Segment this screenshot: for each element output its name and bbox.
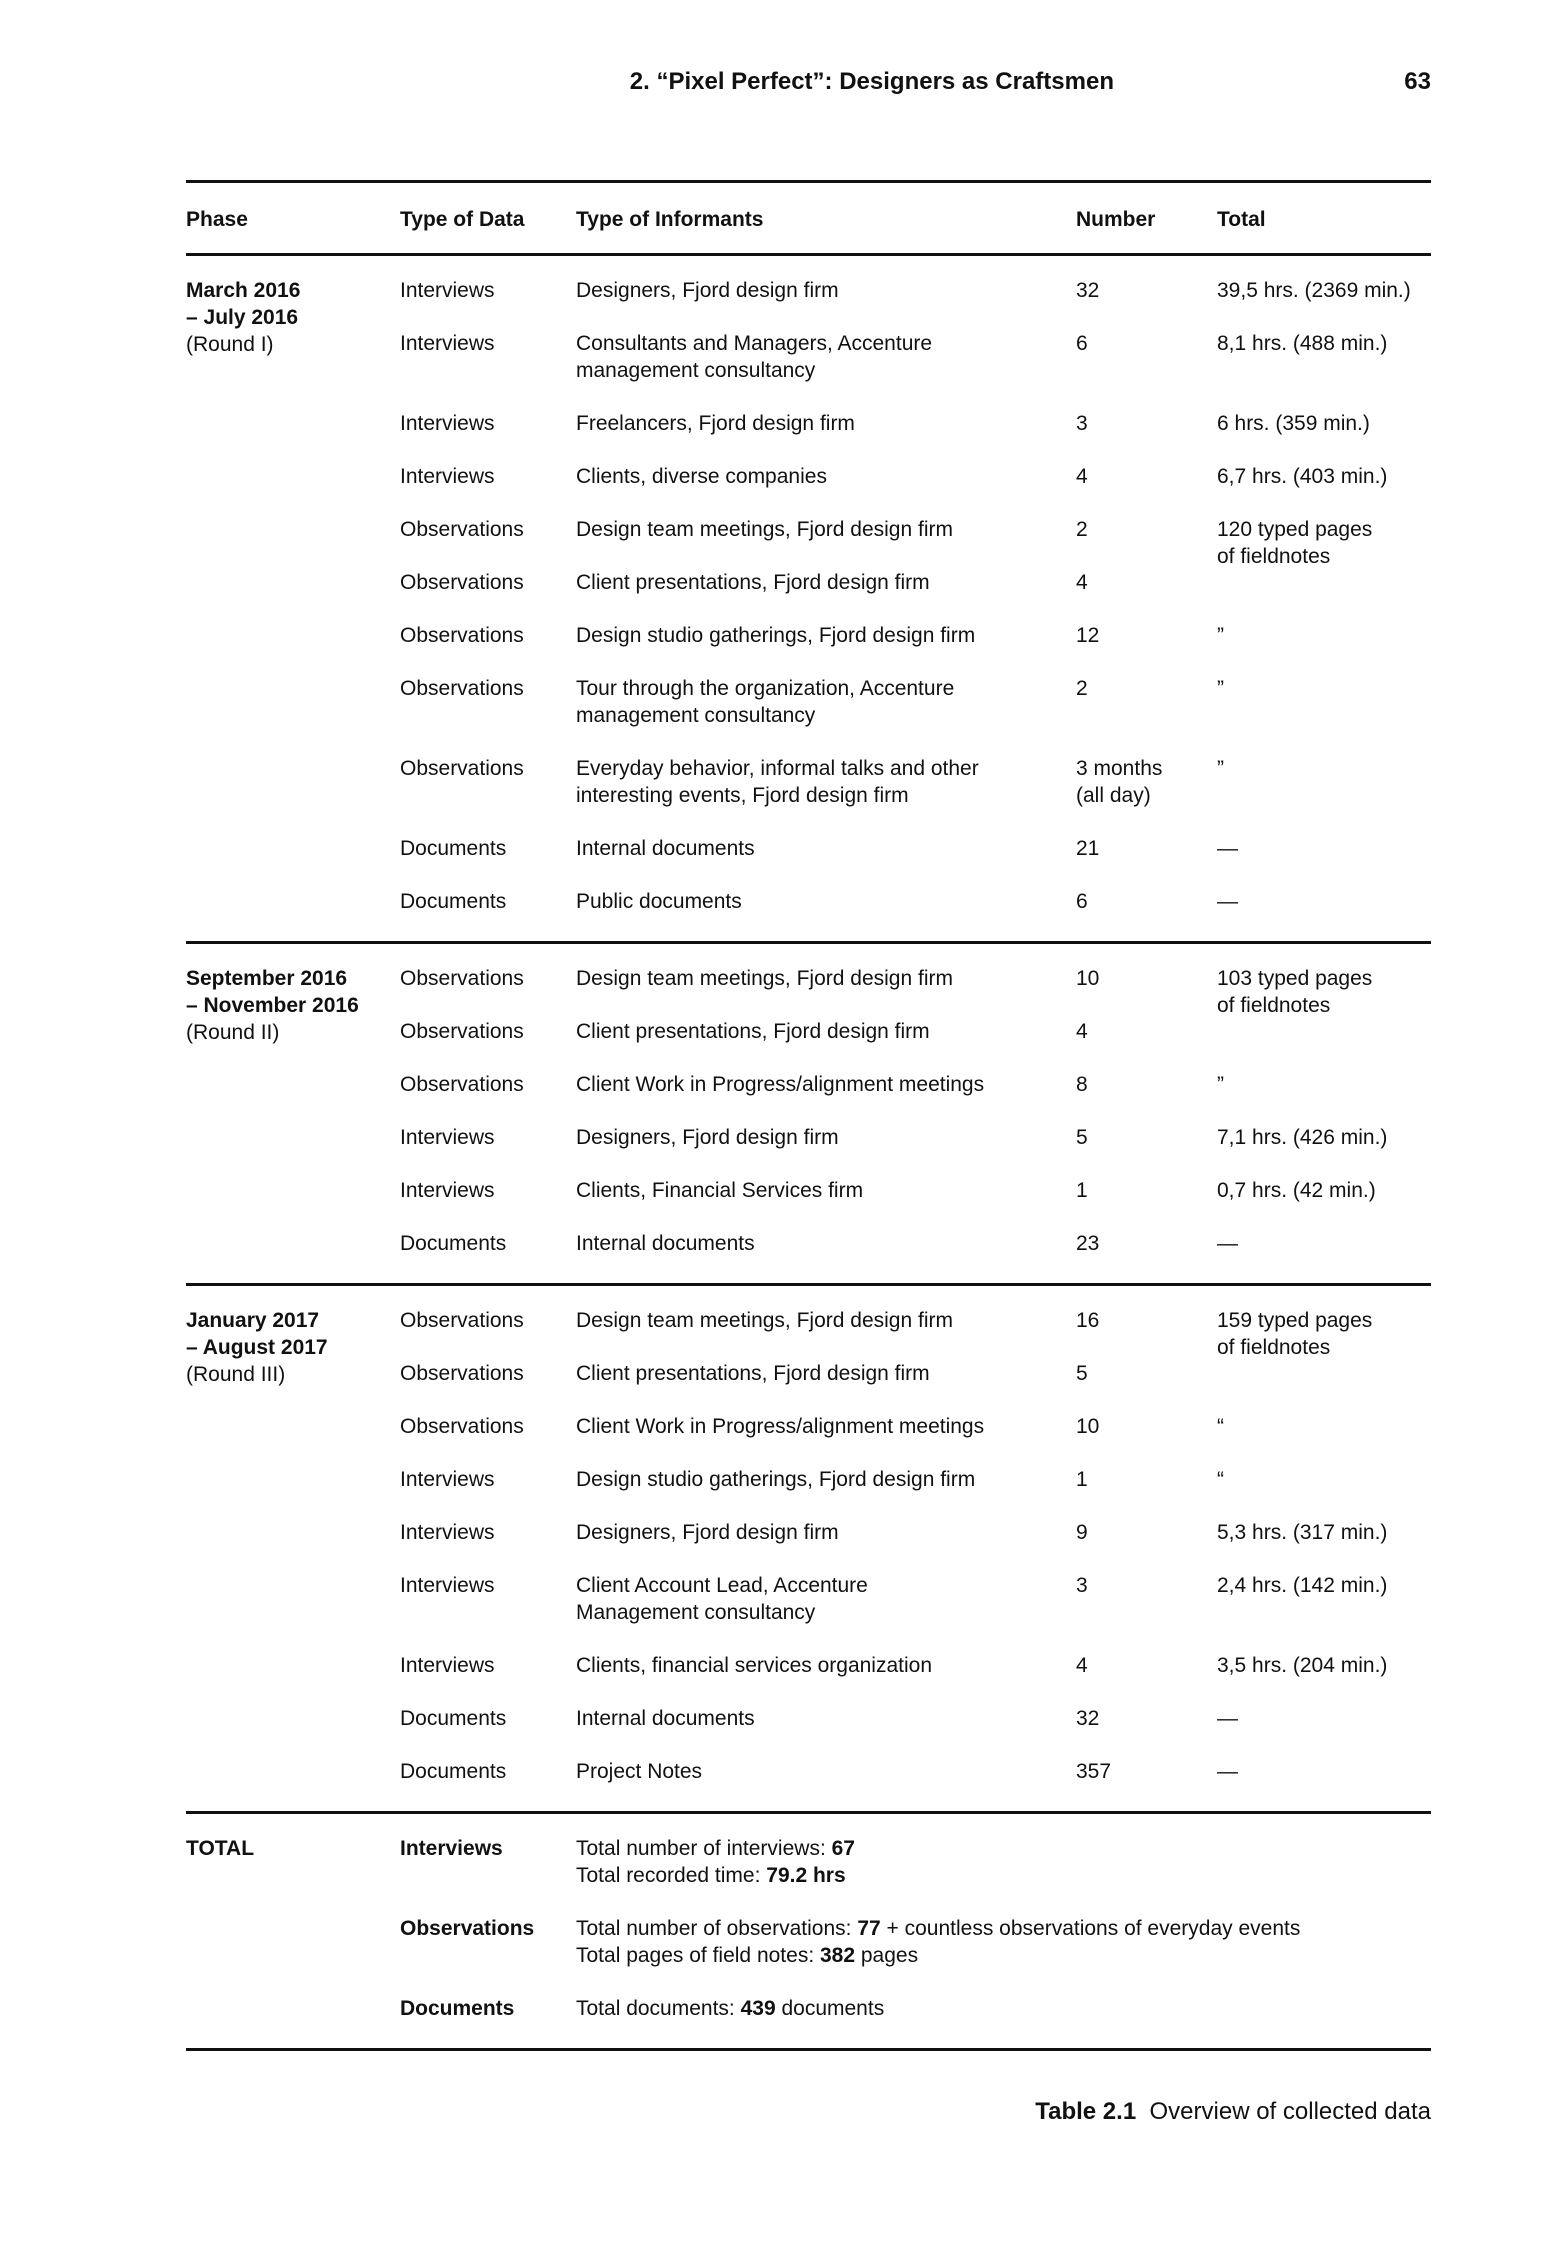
informants [576, 1230, 1076, 1257]
table-row [186, 569, 1431, 622]
number [1076, 622, 1206, 649]
cell-line: 6 [1076, 332, 1088, 355]
header-total: Total [1217, 208, 1266, 231]
informants [576, 1018, 1076, 1045]
cell-line: 159 typed pages [1217, 1309, 1373, 1332]
total [1217, 410, 1431, 437]
number [1076, 1413, 1206, 1440]
number [1076, 330, 1206, 357]
type-of-data: Observations [400, 757, 524, 780]
informants [576, 1124, 1076, 1151]
number [1076, 1124, 1206, 1151]
type-of-data: Interviews [400, 279, 495, 302]
cell-line: 2,4 hrs. (142 min.) [1217, 1574, 1388, 1597]
cell-line: Internal documents [576, 837, 755, 860]
cell-line: Client Account Lead, Accenture [576, 1574, 868, 1597]
type-of-data: Interviews [400, 1521, 495, 1544]
cell-line: (all day) [1076, 784, 1151, 807]
type-of-data: Interviews [400, 332, 495, 355]
table-row [186, 463, 1431, 516]
data-table [186, 180, 1431, 2051]
table-row [186, 277, 1431, 330]
total [1217, 675, 1431, 702]
cell-line: “ [1217, 1468, 1224, 1491]
cell-line: 0,7 hrs. (42 min.) [1217, 1179, 1376, 1202]
table-row [186, 888, 1431, 941]
type-of-data: Observations [400, 677, 524, 700]
type-of-data: Observations [400, 1020, 524, 1043]
cell-line: 357 [1076, 1760, 1112, 1783]
totals-type: Observations [400, 1917, 535, 1940]
table-row [186, 1705, 1431, 1758]
type-of-data: Observations [400, 967, 524, 990]
cell-line: 120 typed pages [1217, 518, 1373, 541]
cell-line: 10 [1076, 1415, 1100, 1438]
informants [576, 835, 1076, 862]
informants [576, 675, 1076, 729]
number [1076, 1519, 1206, 1546]
total [1217, 835, 1431, 862]
informants [576, 1177, 1076, 1204]
cell-line: of fieldnotes [1217, 994, 1331, 1017]
totals-segment: 439 [740, 1997, 776, 2020]
informants [576, 463, 1076, 490]
cell-line: Management consultancy [576, 1601, 816, 1624]
type-of-data: Documents [400, 890, 507, 913]
cell-line: ” [1217, 677, 1224, 700]
informants [576, 569, 1076, 596]
informants [576, 1307, 1076, 1334]
number [1076, 1652, 1206, 1679]
number [1076, 277, 1206, 304]
informants [576, 277, 1076, 304]
type-of-data: Interviews [400, 1126, 495, 1149]
table-row [186, 675, 1431, 755]
totals-row [186, 1835, 1431, 1915]
total [1217, 1307, 1431, 1361]
cell-line: — [1217, 890, 1238, 913]
totals-row [186, 1995, 1431, 2048]
phase-section [186, 944, 1431, 1286]
cell-line: 12 [1076, 624, 1100, 647]
type-of-data: Observations [400, 1073, 524, 1096]
page-number: 63 [1404, 68, 1431, 95]
totals-type: Interviews [400, 1837, 503, 1860]
caption-text: Overview of collected data [1149, 2098, 1431, 2125]
table-row [186, 1652, 1431, 1705]
header-type-of-data: Type of Data [400, 208, 525, 231]
table-header-row [186, 183, 1431, 253]
total [1217, 463, 1431, 490]
total [1217, 1466, 1431, 1493]
phase-line: – November 2016 [186, 994, 359, 1017]
table-row [186, 516, 1431, 569]
totals-row [186, 1915, 1431, 1995]
type-of-data: Documents [400, 1707, 507, 1730]
type-of-data: Interviews [400, 1468, 495, 1491]
cell-line: ” [1217, 757, 1224, 780]
cell-line: 5 [1076, 1126, 1088, 1149]
number [1076, 675, 1206, 702]
cell-line: management consultancy [576, 359, 816, 382]
totals-type: Documents [400, 1997, 515, 2020]
type-of-data: Documents [400, 1760, 507, 1783]
totals-segment: Total documents: [576, 1997, 741, 2020]
totals-line [576, 1862, 1431, 1889]
cell-line: 7,1 hrs. (426 min.) [1217, 1126, 1388, 1149]
informants [576, 1413, 1076, 1440]
totals-segment: pages [855, 1944, 919, 1967]
cell-line: ” [1217, 1073, 1224, 1096]
informants [576, 622, 1076, 649]
total [1217, 330, 1431, 357]
cell-line: Designers, Fjord design firm [576, 1521, 839, 1544]
cell-line: Freelancers, Fjord design firm [576, 412, 855, 435]
cell-line: Design studio gatherings, Fjord design firm [576, 1468, 976, 1491]
type-of-data: Interviews [400, 1574, 495, 1597]
cell-line: 10 [1076, 967, 1100, 990]
running-head [0, 68, 1431, 108]
cell-line: 3 [1076, 1574, 1088, 1597]
type-of-data: Documents [400, 1232, 507, 1255]
cell-line: Design studio gatherings, Fjord design firm [576, 624, 976, 647]
number [1076, 1177, 1206, 1204]
informants [576, 1466, 1076, 1493]
table-row [186, 1572, 1431, 1652]
cell-line: “ [1217, 1415, 1224, 1438]
cell-line: 4 [1076, 571, 1088, 594]
total [1217, 1124, 1431, 1151]
cell-line: 2 [1076, 518, 1088, 541]
cell-line: Clients, diverse companies [576, 465, 827, 488]
cell-line: 3 months [1076, 757, 1163, 780]
cell-line: 3 [1076, 412, 1088, 435]
totals-segment: 79.2 hrs [766, 1864, 846, 1887]
totals-label: TOTAL [186, 1837, 255, 1860]
cell-line: 16 [1076, 1309, 1100, 1332]
table-row [186, 1519, 1431, 1572]
cell-line: management consultancy [576, 704, 816, 727]
cell-line: 39,5 hrs. (2369 min.) [1217, 279, 1411, 302]
informants [576, 410, 1076, 437]
informants [576, 1360, 1076, 1387]
cell-line: 21 [1076, 837, 1100, 860]
totals-text [576, 1995, 1431, 2022]
number [1076, 410, 1206, 437]
type-of-data: Documents [400, 837, 507, 860]
total [1217, 1572, 1431, 1599]
phase-line: January 2017 [186, 1309, 320, 1332]
cell-line: 1 [1076, 1468, 1088, 1491]
total [1217, 1519, 1431, 1546]
cell-line: of fieldnotes [1217, 545, 1331, 568]
number [1076, 463, 1206, 490]
informants [576, 755, 1076, 809]
table-row [186, 835, 1431, 888]
totals-segment: Total number of observations: [576, 1917, 858, 1940]
totals-segment: Total pages of field notes: [576, 1944, 820, 1967]
cell-line: Design team meetings, Fjord design firm [576, 518, 953, 541]
cell-line: Client presentations, Fjord design firm [576, 1362, 930, 1385]
cell-line: — [1217, 1707, 1238, 1730]
totals-segment: Total number of interviews: [576, 1837, 832, 1860]
type-of-data: Interviews [400, 1654, 495, 1677]
number [1076, 1466, 1206, 1493]
table-row [186, 1230, 1431, 1283]
table-row [186, 1018, 1431, 1071]
cell-line: 6 [1076, 890, 1088, 913]
number [1076, 569, 1206, 596]
totals-segment: 77 [857, 1917, 881, 1940]
table-row [186, 755, 1431, 835]
informants [576, 965, 1076, 992]
cell-line: — [1217, 1232, 1238, 1255]
cell-line: 8 [1076, 1073, 1088, 1096]
type-of-data: Observations [400, 624, 524, 647]
cell-line: Consultants and Managers, Accenture [576, 332, 933, 355]
totals-line [576, 1995, 1431, 2022]
type-of-data: Observations [400, 1309, 524, 1332]
type-of-data: Observations [400, 571, 524, 594]
number [1076, 1572, 1206, 1599]
header-phase: Phase [186, 208, 248, 231]
header-type-of-informants: Type of Informants [576, 208, 764, 231]
cell-line: Public documents [576, 890, 742, 913]
cell-line: ” [1217, 624, 1224, 647]
informants [576, 888, 1076, 915]
phase-section [186, 256, 1431, 944]
cell-line: 32 [1076, 279, 1100, 302]
cell-line: 2 [1076, 677, 1088, 700]
informants [576, 1652, 1076, 1679]
total [1217, 888, 1431, 915]
caption-label: Table 2.1 [1035, 2098, 1137, 2125]
cell-line: Internal documents [576, 1707, 755, 1730]
cell-line: 6,7 hrs. (403 min.) [1217, 465, 1388, 488]
cell-line: 4 [1076, 1020, 1088, 1043]
totals-line [576, 1915, 1431, 1942]
phase-line: March 2016 [186, 279, 301, 302]
total [1217, 1177, 1431, 1204]
cell-line: interesting events, Fjord design firm [576, 784, 909, 807]
cell-line: Everyday behavior, informal talks and other [576, 757, 979, 780]
informants [576, 1758, 1076, 1785]
type-of-data: Observations [400, 1362, 524, 1385]
cell-line: Clients, financial services organization [576, 1654, 933, 1677]
informants [576, 1572, 1076, 1626]
total [1217, 1758, 1431, 1785]
table-row [186, 622, 1431, 675]
table-row [186, 330, 1431, 410]
cell-line: 23 [1076, 1232, 1100, 1255]
type-of-data: Interviews [400, 1179, 495, 1202]
cell-line: 5,3 hrs. (317 min.) [1217, 1521, 1388, 1544]
totals-segment: + countless observations of everyday events [880, 1917, 1301, 1940]
running-head-title: 2. “Pixel Perfect”: Designers as Craftsmen [629, 68, 1114, 95]
totals-segment: 67 [831, 1837, 855, 1860]
type-of-data: Observations [400, 1415, 524, 1438]
table-caption [1035, 2098, 1431, 2126]
total [1217, 755, 1431, 782]
total [1217, 277, 1431, 304]
informants [576, 330, 1076, 384]
phase-line: (Round II) [186, 1021, 280, 1044]
cell-line: Project Notes [576, 1760, 703, 1783]
type-of-data: Interviews [400, 465, 495, 488]
type-of-data: Interviews [400, 412, 495, 435]
total [1217, 1071, 1431, 1098]
phase-line: – July 2016 [186, 306, 299, 329]
total [1217, 516, 1431, 570]
table-row [186, 1360, 1431, 1413]
total [1217, 1230, 1431, 1257]
total [1217, 622, 1431, 649]
phase-section [186, 1286, 1431, 1814]
totals-line [576, 1835, 1431, 1862]
cell-line: Client presentations, Fjord design firm [576, 571, 930, 594]
cell-line: of fieldnotes [1217, 1336, 1331, 1359]
cell-line: — [1217, 837, 1238, 860]
number [1076, 1018, 1206, 1045]
cell-line: 103 typed pages [1217, 967, 1373, 990]
number [1076, 1705, 1206, 1732]
table-row [186, 965, 1431, 1018]
table-row [186, 1124, 1431, 1177]
table-row [186, 1307, 1431, 1360]
informants [576, 516, 1076, 543]
totals-section [186, 1814, 1431, 2051]
cell-line: 32 [1076, 1707, 1100, 1730]
phase-line: September 2016 [186, 967, 348, 990]
total [1217, 1413, 1431, 1440]
phase-line: – August 2017 [186, 1336, 328, 1359]
table-bottom-rule [186, 2048, 1431, 2051]
cell-line: Client Work in Progress/alignment meetings [576, 1073, 985, 1096]
table-row [186, 1413, 1431, 1466]
cell-line: — [1217, 1760, 1238, 1783]
cell-line: 9 [1076, 1521, 1088, 1544]
informants [576, 1519, 1076, 1546]
totals-text [576, 1835, 1431, 1889]
cell-line: 8,1 hrs. (488 min.) [1217, 332, 1388, 355]
number [1076, 1758, 1206, 1785]
cell-line: Tour through the organization, Accenture [576, 677, 955, 700]
cell-line: 3,5 hrs. (204 min.) [1217, 1654, 1388, 1677]
totals-text [576, 1915, 1431, 1969]
table-row [186, 1177, 1431, 1230]
informants [576, 1071, 1076, 1098]
number [1076, 835, 1206, 862]
cell-line: 4 [1076, 465, 1088, 488]
totals-segment: Total recorded time: [576, 1864, 767, 1887]
cell-line: 1 [1076, 1179, 1088, 1202]
number [1076, 1307, 1206, 1334]
cell-line: Clients, Financial Services firm [576, 1179, 864, 1202]
cell-line: 4 [1076, 1654, 1088, 1677]
cell-line: Design team meetings, Fjord design firm [576, 1309, 953, 1332]
number [1076, 755, 1206, 809]
cell-line: Designers, Fjord design firm [576, 279, 839, 302]
total [1217, 1705, 1431, 1732]
number [1076, 1360, 1206, 1387]
table-row [186, 1466, 1431, 1519]
number [1076, 1071, 1206, 1098]
header-number: Number [1076, 208, 1156, 231]
table-row [186, 1071, 1431, 1124]
phase-line: (Round III) [186, 1363, 286, 1386]
totals-segment: 382 [820, 1944, 856, 1967]
number [1076, 1230, 1206, 1257]
totals-segment: documents [775, 1997, 885, 2020]
cell-line: Client Work in Progress/alignment meetings [576, 1415, 985, 1438]
cell-line: Client presentations, Fjord design firm [576, 1020, 930, 1043]
total [1217, 965, 1431, 1019]
cell-line: 5 [1076, 1362, 1088, 1385]
type-of-data: Observations [400, 518, 524, 541]
number [1076, 965, 1206, 992]
table-row [186, 1758, 1431, 1811]
informants [576, 1705, 1076, 1732]
totals-line [576, 1942, 1431, 1969]
cell-line: Internal documents [576, 1232, 755, 1255]
cell-line: Design team meetings, Fjord design firm [576, 967, 953, 990]
number [1076, 516, 1206, 543]
cell-line: Designers, Fjord design firm [576, 1126, 839, 1149]
cell-line: 6 hrs. (359 min.) [1217, 412, 1370, 435]
phase-line: (Round I) [186, 333, 274, 356]
total [1217, 1652, 1431, 1679]
number [1076, 888, 1206, 915]
table-row [186, 410, 1431, 463]
